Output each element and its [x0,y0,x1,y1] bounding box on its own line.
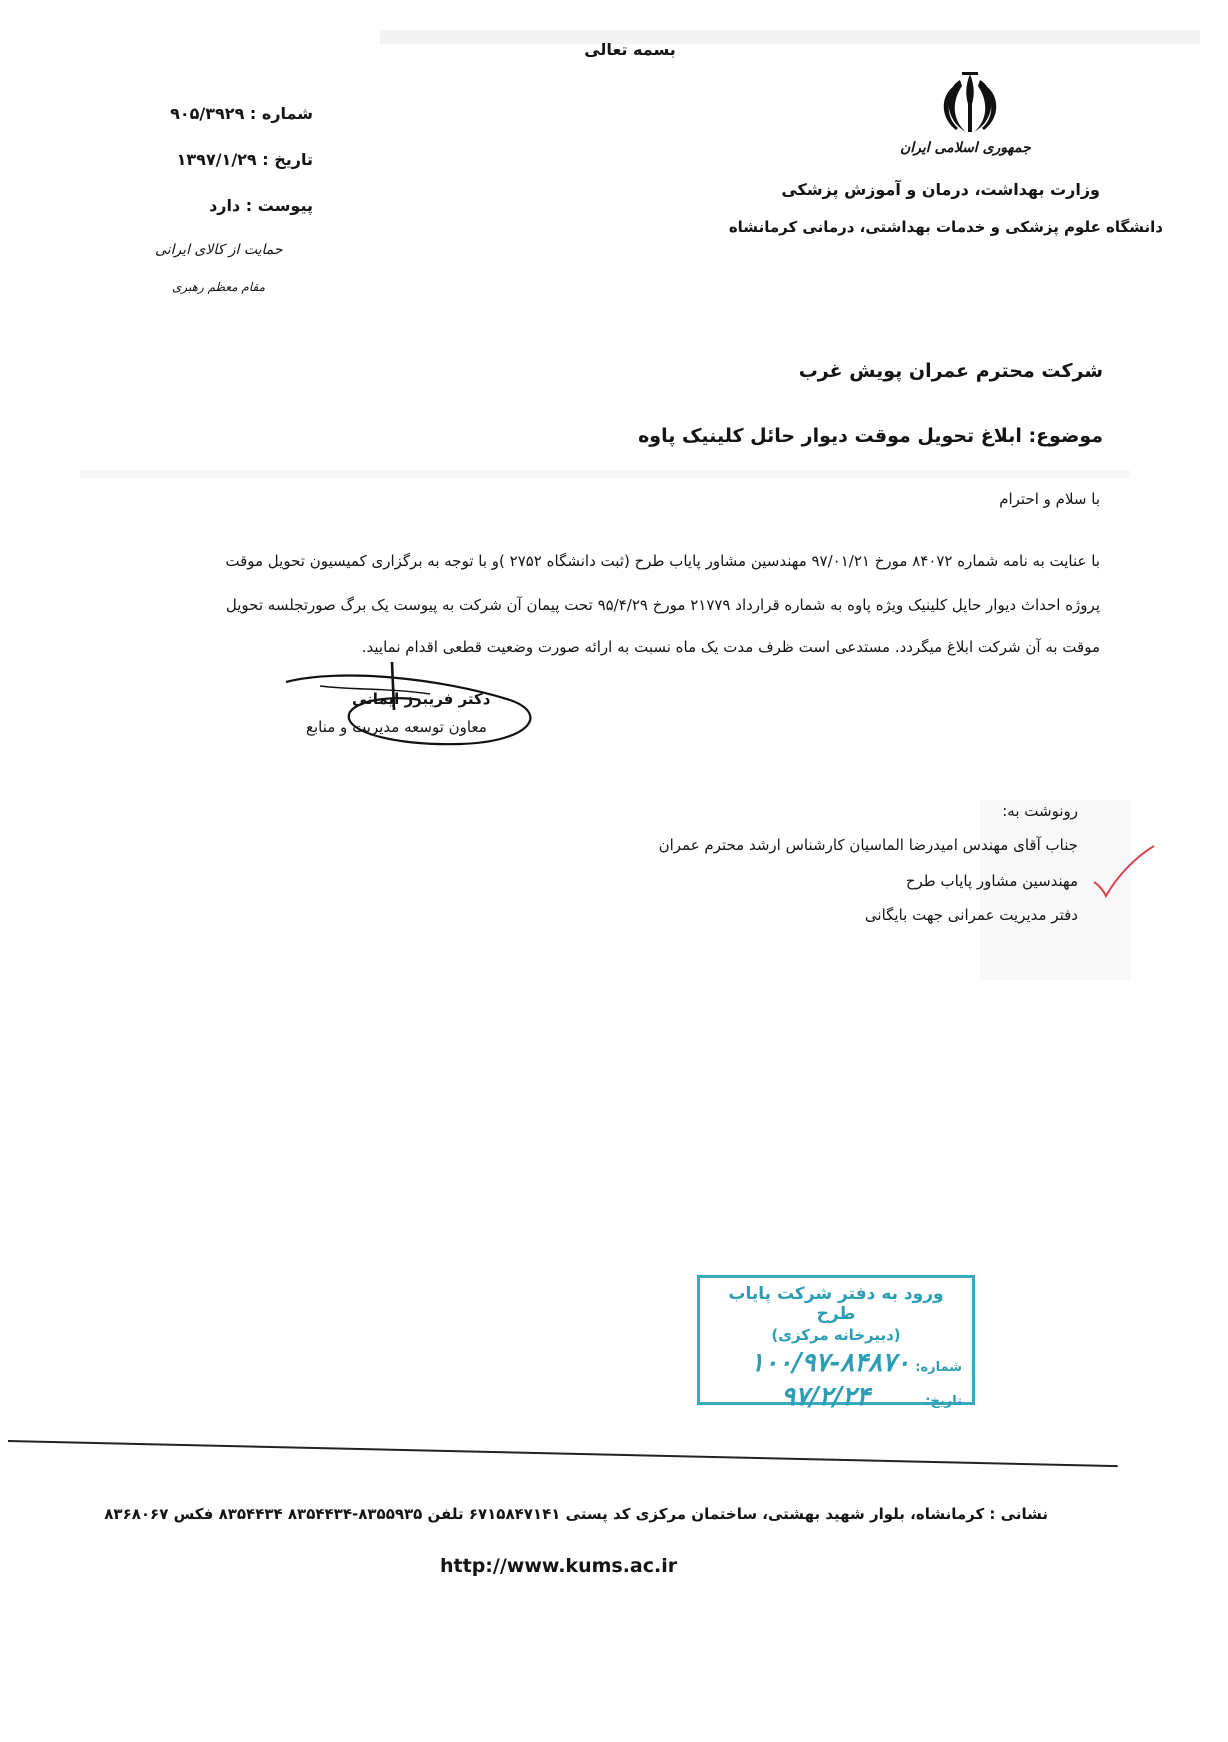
stamp-subtitle: (دبیرخانه مرکزی) [771,1326,901,1344]
hand-note-source: مقام معظم رهبری [172,280,266,294]
cc-item: دفتر مدیریت عمرانی جهت بایگانی [864,906,1078,924]
iran-emblem-icon [932,70,1008,140]
date-value: ۱۳۹۷/۱/۲۹ [176,150,257,169]
letter-number [170,104,313,123]
number-label: شماره : [249,104,313,123]
stamp-date-value: ۹۷/۲/۲۴ [781,1382,870,1412]
paragraph-line: پروژه احداث دیوار حایل کلینیک ویژه پاوه به شماره قرارداد ۲۱۷۷۹ مورخ ۹۵/۴/۲۹ تحت پیمان آن شرکت به پیوست یک برگ صورتجلسه تحویل [225,596,1100,614]
signatory-title: معاون توسعه مدیریت و منابع [306,718,487,736]
ministry-name: وزارت بهداشت، درمان و آموزش پزشکی [781,180,1100,199]
scan-noise [380,30,1200,44]
attachment-value: دارد [209,196,241,215]
footer-divider [8,1440,1118,1467]
greeting: با سلام و احترام [999,490,1100,508]
stamp-number-value: ۱۰۰/۹۷-۸۴۸۷۰ [750,1348,910,1378]
subject-line: موضوع: ابلاغ تحویل موقت دیوار حائل کلینیک پاوه [638,425,1103,447]
received-stamp [697,1275,975,1412]
paragraph-line: با عنایت به نامه شماره ۸۴۰۷۲ مورخ ۹۷/۰۱/۲۱ مهندسین مشاور پایاب طرح (ثبت دانشگاه ۲۷۵۲ )و با توجه به برگزاری کمیسیون تحویل موقت [225,552,1100,570]
letter-date [177,150,313,169]
date-label: تاریخ : [262,150,313,169]
cc-heading: رونوشت به: [1002,802,1078,820]
stamp-number-row [710,1348,962,1378]
paragraph-line: موقت به آن شرکت ابلاغ میگردد. مستدعی است ظرف مدت یک ماه نسبت به ارائه صورت وضعیت قطعی اقدام نمایید. [361,638,1100,656]
footer-address: نشانی : کرمانشاه، بلوار شهید بهشتی، ساختمان مرکزی کد پستی ۶۷۱۵۸۴۷۱۴۱ تلفن ۸۳۵۵۹۳۵-۸۳۵۴۴۳۴ ۸۳۵۴۴۳۴ فکس ۸۳۶۸۰۶۷ [104,1505,1048,1523]
stamp-title: ورود به دفتر شرکت پایاب طرح [728,1284,944,1324]
red-checkmark-icon [1090,842,1160,900]
stamp-date-label: تاریخ: [925,1394,962,1409]
scan-noise [80,470,1130,478]
number-value: ۹۰۵/۳۹۲۹ [170,104,245,123]
attachment-label: پیوست : [245,196,313,215]
stamp-number-label: شماره: [915,1360,962,1375]
footer-website: http://www.kums.ac.ir [440,1555,678,1577]
recipient: شرکت محترم عمران پویش غرب [798,360,1103,382]
letter-attachment [209,196,313,215]
signatory-name: دکتر فریبرز ایمانی [352,690,491,708]
hand-note-slogan: حمایت از کالای ایرانی [155,242,283,258]
cc-item: جناب آقای مهندس امیدرضا الماسیان کارشناس ارشد محترم عمران [658,836,1078,854]
bismillah-heading: بسمه تعالی [584,40,676,59]
stamp-date-row [710,1382,962,1412]
university-name: دانشگاه علوم پزشکی و خدمات بهداشتی، درمانی کرمانشاه [728,218,1163,236]
cc-item: مهندسین مشاور پایاب طرح [905,872,1078,890]
emblem-caption: جمهوری اسلامی ایران [900,140,1031,156]
